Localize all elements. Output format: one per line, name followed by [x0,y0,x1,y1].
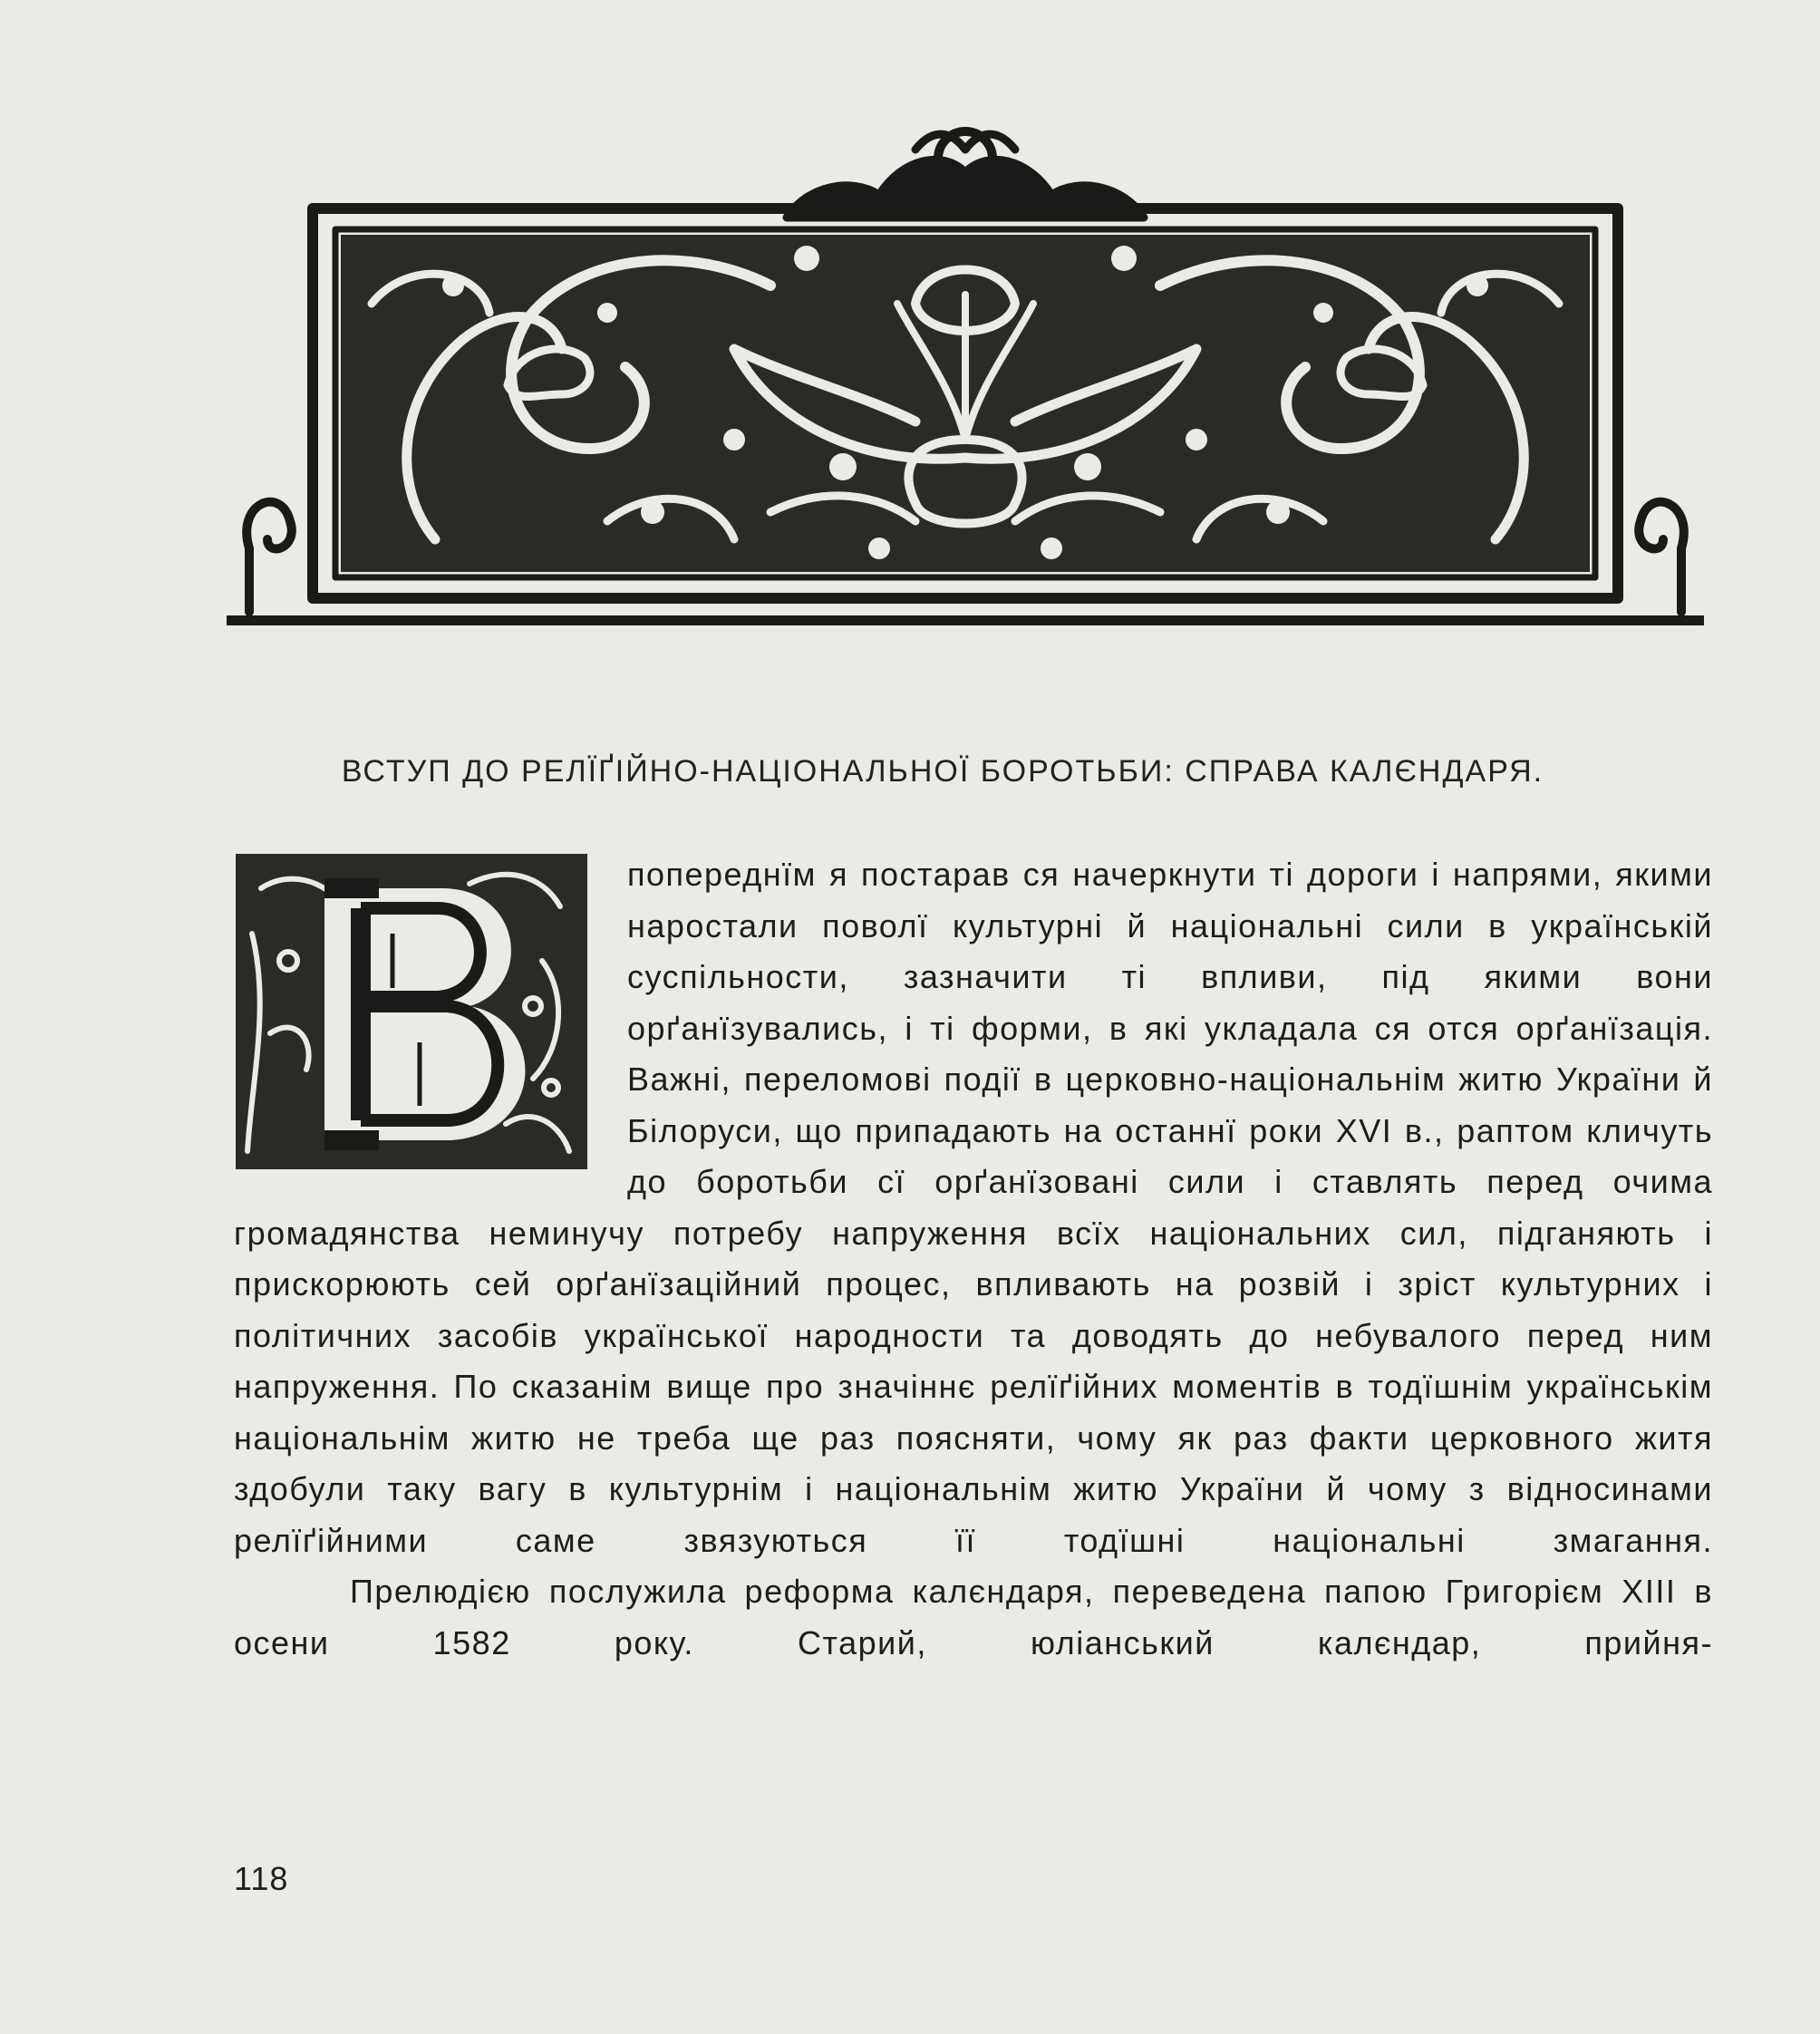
ornamental-headpiece [227,122,1704,625]
chapter-title: ВСТУП ДО РЕЛЇҐІЙНО-НАЦІОНАЛЬНОЇ БОРОТЬБИ: СПРАВА КАЛЄНДАРЯ. [341,754,1544,789]
paragraph-1: попереднїм я постарав ся начеркнути ті дороги і напрями, якими наростали поволї культурні й національні сили в українській суспільности, зазначити ті впливи, під якими вони орґанїзувались, і ті форми, в які укладала ся отся орґанїзація. Важні, переломові події в церковно-національнім житю України й Білоруси, що припадають на останнї роки XVI в., раптом кличуть до боротьби сї орґанїзовані сили і ставлять перед очима громадянства неминучу потребу напруження всїх національних сил, підганяють і прискорюють сей орґанїзаційний процес, впливають на розвій і зріст культурних і політичних засобів української народности та доводять до небувалого перед ним напруження. По сказанім вище про значіннє релїґійних моментів в тодїшнім українськім національнім житю не треба ще раз поясняти, чому як раз факти церковного житя здобули таку вагу в культурнім і національнім житю України й чому з відносинами релїґійними саме звязуються її тодїшні національні змагання. [234,856,1713,1559]
page-number: 118 [234,1860,289,1897]
decorative-initial-b-icon [234,852,589,1171]
paragraph-2: Прелюдією послужила реформа калєндаря, переведена папою Григорієм XIII в осени 1582 року. Старий, юліанський калєндар, прийня- [234,1573,1713,1661]
body-text [234,849,1713,1669]
